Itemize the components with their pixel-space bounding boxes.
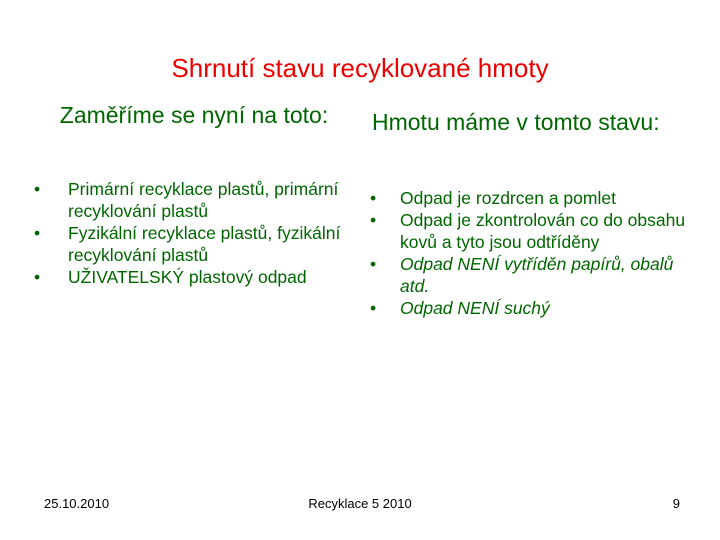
list-item-text: Odpad NENÍ vytříděn papírů, obalů atd. — [400, 254, 674, 296]
right-column-heading: Hmotu máme v tomto stavu: — [372, 109, 660, 135]
list-item — [28, 178, 348, 222]
list-item — [364, 253, 694, 297]
list-item — [364, 209, 694, 253]
list-item-text: Primární recyklace plastů, primární recyklování plastů — [68, 179, 339, 221]
list-item-text: Odpad NENÍ suchý — [400, 298, 550, 318]
bullet-icon: • — [370, 298, 377, 318]
bullet-icon: • — [370, 210, 377, 230]
page-number: 9 — [672, 496, 680, 511]
bullet-icon: • — [34, 179, 41, 199]
footer-title: Recyklace 5 2010 — [308, 496, 412, 511]
bullet-icon: • — [370, 254, 377, 274]
list-item — [364, 187, 694, 209]
left-column-heading: Zaměříme se nyní na toto: — [59, 102, 329, 128]
bullet-icon: • — [34, 223, 41, 243]
bullet-icon: • — [34, 267, 41, 287]
list-item — [364, 297, 694, 319]
right-bullet-list — [364, 187, 694, 319]
list-item-text: UŽIVATELSKÝ plastový odpad — [68, 267, 307, 287]
bullet-icon: • — [370, 188, 377, 208]
list-item-text: Fyzikální recyklace plastů, fyzikální recyklování plastů — [68, 223, 341, 265]
list-item-text: Odpad je zkontrolován co do obsahu kovů a tyto jsou odtříděny — [400, 210, 686, 252]
list-item — [28, 222, 348, 266]
left-bullet-list — [28, 178, 348, 288]
list-item-text: Odpad je rozdrcen a pomlet — [400, 188, 616, 208]
list-item — [28, 266, 348, 288]
slide-title: Shrnutí stavu recyklované hmoty — [171, 53, 549, 83]
footer-date: 25.10.2010 — [44, 496, 110, 511]
